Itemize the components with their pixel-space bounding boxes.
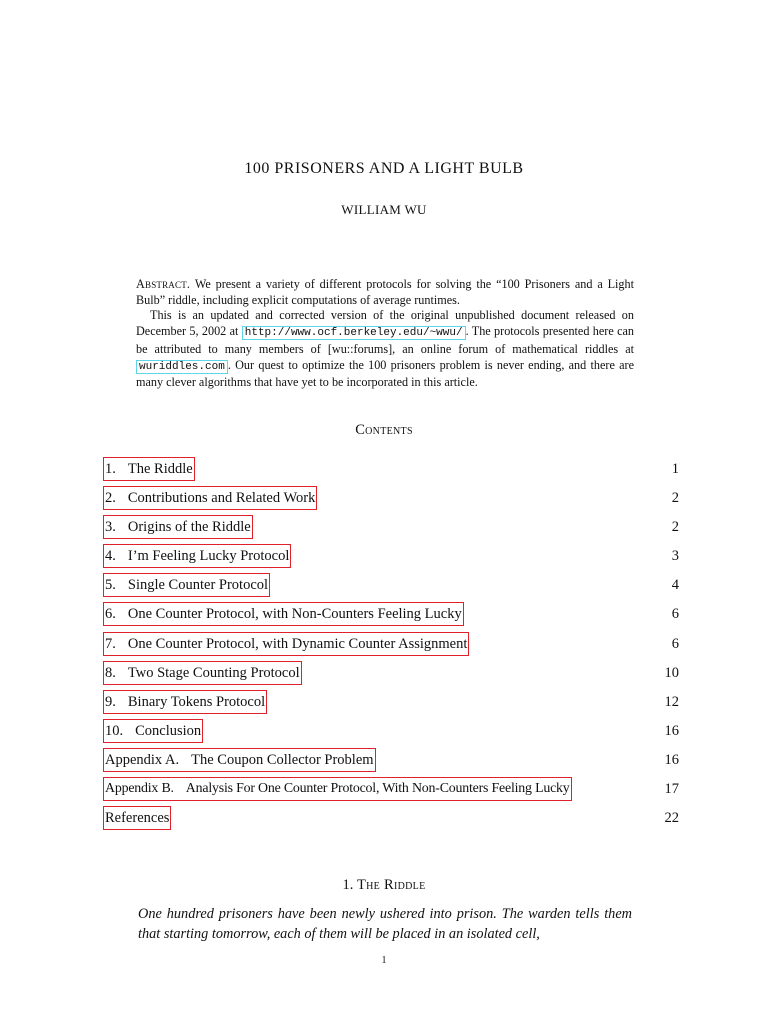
paper-title: 100 PRISONERS AND A LIGHT BULB — [244, 160, 524, 177]
toc-page-number: 6 — [671, 606, 679, 623]
toc-link-contributions[interactable] — [103, 486, 317, 510]
toc-link-origins[interactable] — [103, 515, 253, 539]
toc-row — [103, 805, 680, 834]
toc-number: Appendix A. — [105, 751, 180, 768]
toc-link-references[interactable] — [103, 806, 171, 830]
toc-row — [103, 601, 680, 630]
toc-title: One Counter Protocol, with Dynamic Counter Assignment — [127, 635, 468, 652]
contents-heading: Contents — [355, 422, 413, 438]
toc-number: 10. — [105, 722, 124, 739]
abstract-paragraph-1 — [136, 277, 634, 308]
toc-link-conclusion[interactable] — [103, 719, 203, 743]
toc-link-appendix-a[interactable] — [103, 748, 376, 772]
toc-row — [103, 776, 680, 805]
toc-row — [103, 689, 680, 718]
toc-link-one-counter-dynamic[interactable] — [103, 632, 469, 656]
toc-link-one-counter-lucky[interactable] — [103, 602, 464, 626]
toc-title: Conclusion — [135, 722, 202, 739]
toc-title: References — [105, 810, 170, 827]
toc-title: One Counter Protocol, with Non-Counters Feeling Lucky — [127, 606, 462, 623]
toc-row — [103, 747, 680, 776]
author-name: WILLIAM WU — [341, 202, 427, 217]
toc-number: 8. — [105, 664, 116, 681]
toc-page-number: 10 — [664, 664, 679, 681]
toc-title: The Riddle — [127, 461, 193, 477]
toc-page-number: 16 — [664, 722, 679, 739]
toc-row — [103, 456, 680, 485]
toc-title: Single Counter Protocol — [127, 577, 269, 594]
toc-number: 2. — [105, 490, 116, 507]
toc-title: Analysis For One Counter Protocol, With Non-Counters Feeling Lucky — [185, 781, 570, 797]
toc-number: 9. — [105, 693, 116, 710]
toc-number: 1. — [105, 461, 116, 477]
toc-link-appendix-b[interactable] — [103, 777, 572, 801]
toc-row — [103, 514, 680, 543]
toc-link-feeling-lucky[interactable] — [103, 544, 291, 568]
abstract-paragraph-2 — [136, 308, 634, 391]
riddle-text — [138, 905, 632, 944]
toc-title: The Coupon Collector Problem — [191, 751, 374, 768]
toc-page-number: 17 — [664, 781, 679, 798]
toc-number: Appendix B. — [105, 781, 174, 797]
abstract-text-2b: . The protocols presented here can be attributed to many members of [wu::forums], an online forum of mathematical riddles at — [136, 324, 634, 356]
toc-page-number: 6 — [671, 635, 679, 652]
toc-number: 6. — [105, 606, 116, 623]
page-number: 1 — [381, 955, 387, 966]
toc-page-number: 12 — [664, 693, 679, 710]
toc-page-number: 4 — [671, 577, 679, 594]
section-number: 1. — [342, 877, 354, 893]
toc-page-number: 2 — [671, 519, 679, 536]
toc-title: Two Stage Counting Protocol — [127, 664, 300, 681]
abstract-text-2c: . Our quest to optimize the 100 prisoners problem is never ending, and there are many clever algorithms that have yet to be incorporated in this article. — [136, 357, 634, 390]
toc-title: I’m Feeling Lucky Protocol — [127, 548, 290, 565]
toc-row — [103, 631, 680, 660]
wuriddles-link[interactable]: wuriddles.com — [136, 360, 228, 374]
toc-page-number: 1 — [671, 461, 679, 477]
toc-page-number: 3 — [671, 548, 679, 565]
toc-row — [103, 485, 680, 514]
toc-page-number: 16 — [664, 751, 679, 768]
toc-link-two-stage[interactable] — [103, 661, 302, 685]
toc-link-single-counter[interactable] — [103, 573, 270, 597]
abstract — [136, 277, 634, 391]
toc-row — [103, 718, 680, 747]
url-link[interactable]: http://www.ocf.berkeley.edu/~wwu/ — [242, 326, 466, 340]
toc-title: Origins of the Riddle — [127, 519, 251, 536]
abstract-label: Abstract. — [136, 277, 191, 291]
toc-title: Contributions and Related Work — [127, 490, 316, 507]
riddle-paragraph: One hundred prisoners have been newly ushered into prison. The warden tells them that starting tomorrow, each of them will be placed in an isolated cell, — [138, 906, 632, 942]
toc-number: 4. — [105, 548, 116, 565]
toc-row — [103, 543, 680, 572]
toc-number: 5. — [105, 577, 116, 594]
section-heading — [0, 877, 768, 894]
abstract-text-2a: This is an updated and corrected version of the original unpublished document released on December 5, 2002 at — [136, 308, 634, 339]
toc-number: 7. — [105, 635, 116, 652]
toc-link-the-riddle[interactable] — [103, 457, 195, 481]
abstract-text-1: We present a variety of different protocols for solving the “100 Prisoners and a Light Bulb” riddle, including explicit computations of average runtimes. — [136, 277, 634, 307]
section-title: The Riddle — [357, 877, 426, 893]
toc-link-binary-tokens[interactable] — [103, 690, 267, 714]
toc-number: 3. — [105, 519, 116, 536]
toc-row — [103, 572, 680, 601]
table-of-contents — [103, 456, 680, 834]
toc-page-number: 2 — [671, 490, 679, 507]
toc-row — [103, 660, 680, 689]
toc-page-number: 22 — [664, 810, 679, 827]
toc-title: Binary Tokens Protocol — [127, 693, 266, 710]
